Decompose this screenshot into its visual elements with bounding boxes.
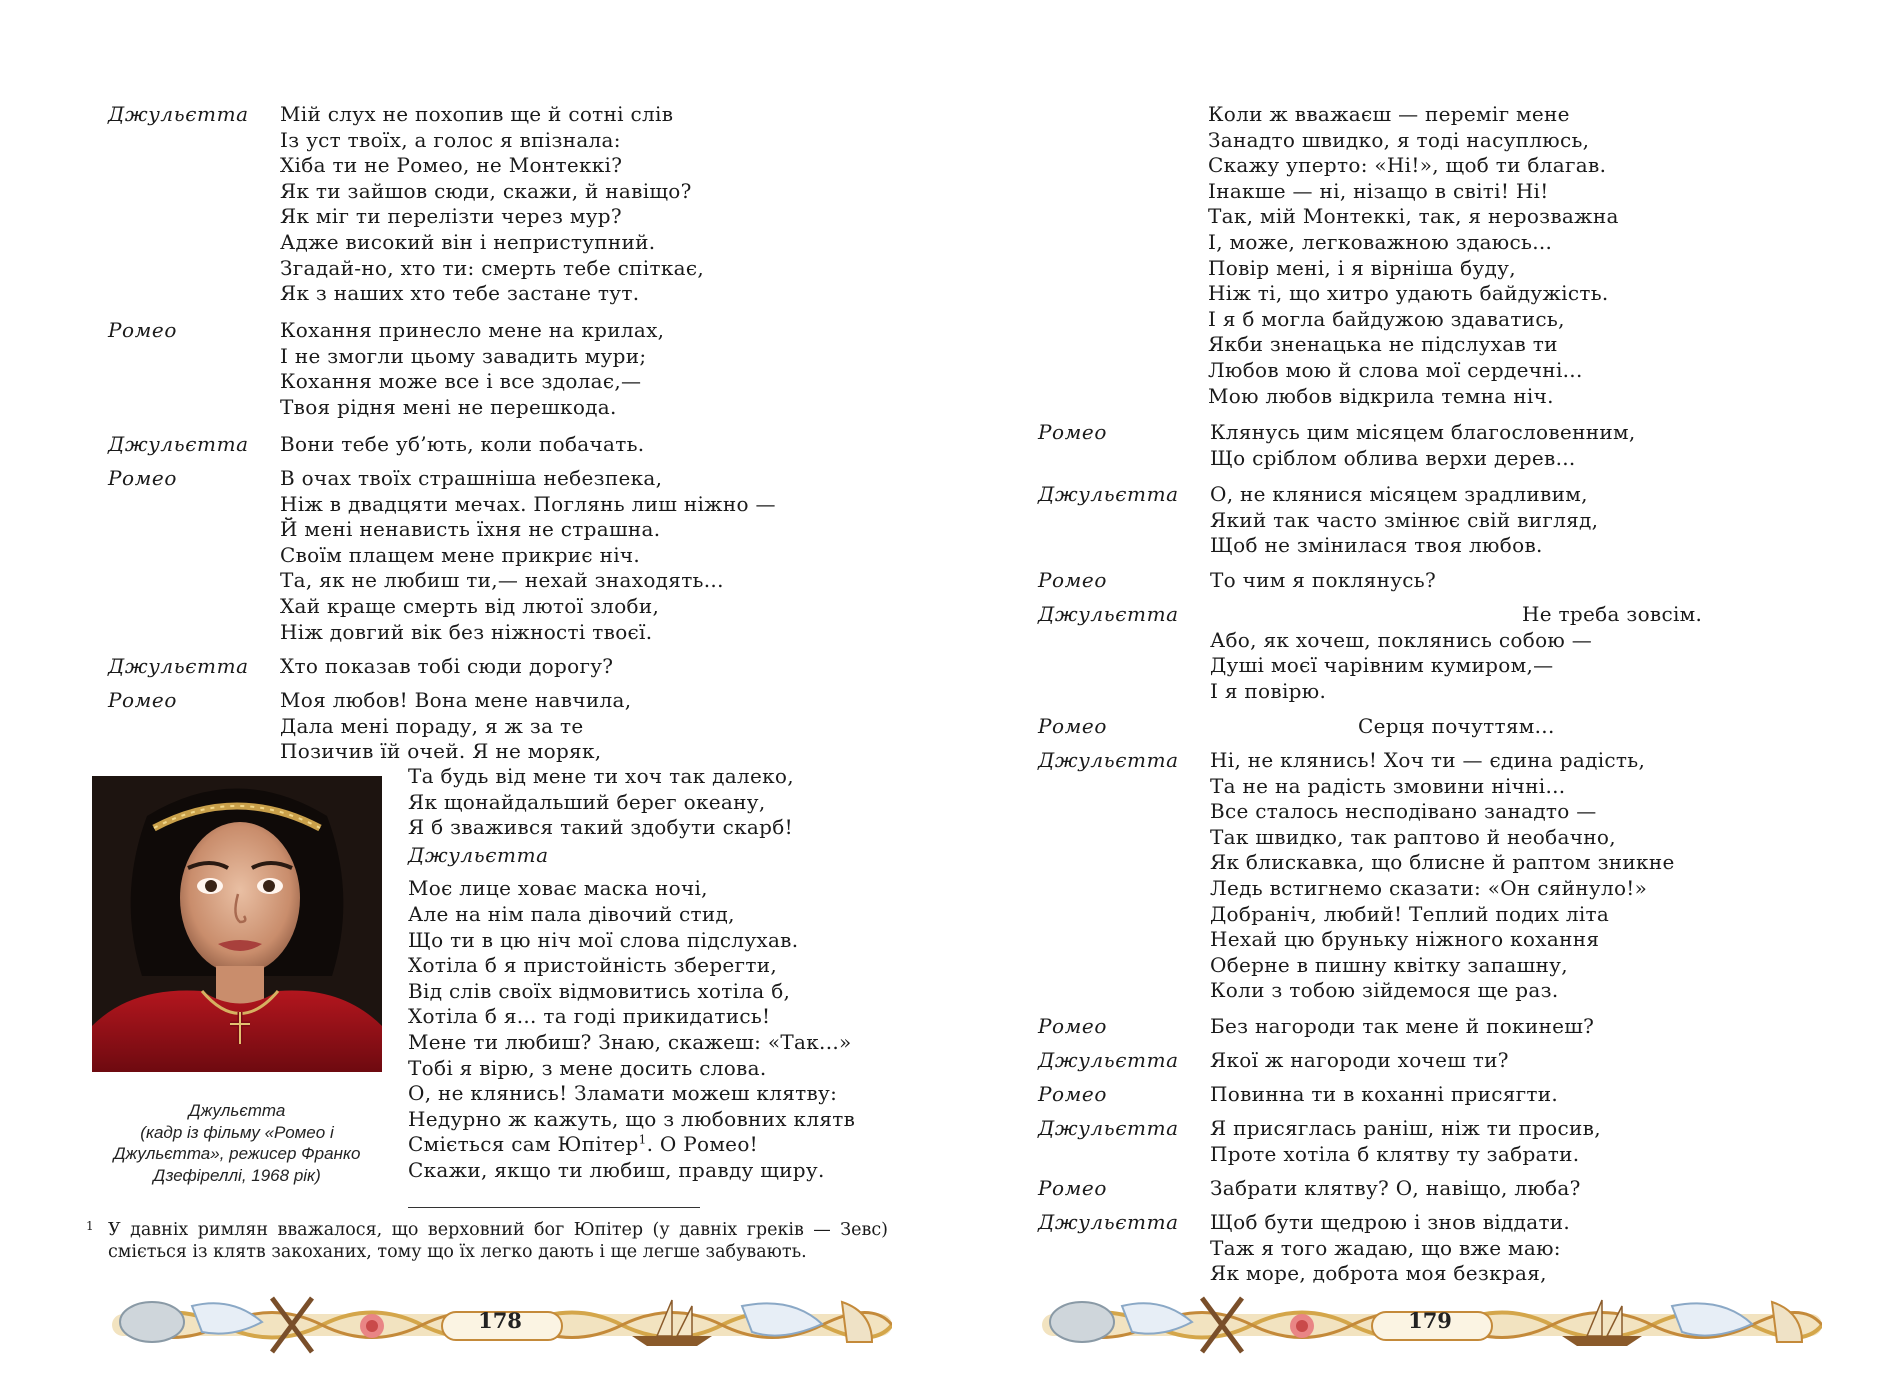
caption-line: Джульєтта [188,1101,286,1120]
verse-lines [1210,1210,1570,1287]
verse-line: Вони тебе уб’ють, коли побачать. [280,432,645,456]
speaker-label: Ромео [108,466,177,490]
verse-line: Як море, доброта моя безкрая, [1210,1261,1547,1286]
speech-romeo-6 [1038,714,1555,740]
speaker-label: Ромео [1038,1014,1107,1038]
verse-line: Як щонайдальший берег океану, [408,789,766,814]
verse-lines [1210,420,1635,471]
verse-line: Повір мені, і я вірніша буду, [1208,255,1516,280]
caption-line: (кадр із фільму «Ромео і [140,1122,334,1142]
page-number: 179 [1408,1308,1452,1333]
verse-line: В очах твоїх страшніша небезпека, [280,466,663,490]
verse-line: Клянусь цим місяцем благословенним, [1210,420,1636,444]
speech-juliet-5 [1038,602,1702,704]
verse-lines [280,654,613,680]
verse-line: І не змогли цьому завадить мури; [280,343,647,368]
verse-line: Якої ж нагороди хочеш ти? [1210,1048,1509,1072]
speaker-label: Джульєтта [1038,482,1179,506]
verse-line: Скажи, якщо ти любиш, правду щиру. [408,1157,825,1182]
speech-juliet-3 [108,654,613,680]
verse-line: І я повірю. [1210,678,1327,703]
verse-line: Але на нім пала дівочий стид, [408,901,735,926]
verse-lines [1210,602,1702,704]
footnote-marker: 1 [86,1219,94,1233]
speech-romeo-9 [1038,1176,1581,1202]
verse-line: Любов мою й слова мої сердечні... [1208,357,1583,382]
verse-line: Як міг ти перелізти через мур? [280,204,622,229]
verse-line: Згадай-но, хто ти: смерть тебе спіткає, [280,255,705,280]
verse-line: Занадто швидко, я тоді насуплюсь, [1208,127,1590,152]
verse-line: Таж я того жадаю, що вже маю: [1210,1235,1561,1260]
verse-line: Ледь встигнемо сказати: «Он сяйнуло!» [1210,875,1648,900]
verse-line: Тобі я вірю, з мене досить слова. [408,1055,767,1080]
verse-lines [1210,748,1675,1004]
verse-line: Хіба ти не Ромео, не Монтеккі? [280,153,623,178]
verse-line: О, не клянись! Зламати можеш клятву: [408,1081,838,1106]
verse-line: Позичив їй очей. Я не моряк, [280,739,602,764]
speech-romeo-3 [108,688,631,765]
speech-juliet-1 [108,102,704,307]
verse-line: Та не на радість змовини нічні... [1210,773,1566,798]
verse-lines [280,466,776,645]
verse-lines [1210,482,1598,559]
speech-juliet-7 [1038,1048,1509,1074]
verse-line: Коли ж вважаєш — переміг мене [1208,102,1570,126]
verse-line: Який так часто змінює свій вигляд, [1210,507,1599,532]
verse-line: Скажу уперто: «Ні!», щоб ти благав. [1208,153,1607,178]
verse-line: Так, мій Монтеккі, так, я нерозважна [1208,204,1619,229]
verse-lines [280,318,664,420]
verse-line: Щоб бути щедрою і знов віддати. [1210,1210,1571,1234]
verse-line: Забрати клятву? О, навіщо, люба? [1210,1176,1581,1200]
verse-lines [1210,1116,1601,1167]
speaker-label: Ромео [1038,1082,1107,1106]
verse-line: Моє лице ховає маска ночі, [408,876,708,901]
verse-line-with-footnote [408,1132,855,1158]
speech-juliet-2 [108,432,644,458]
verse-line: Кохання може все і все здолає,— [280,369,642,394]
verse-line: Своїм плащем мене прикриє ніч. [280,542,641,567]
caption-line: Дзефіреллі, 1968 рік) [153,1165,321,1185]
verse-line: Без нагороди так мене й покинеш? [1210,1014,1595,1038]
verse-lines [1210,568,1436,594]
speech-juliet-6 [1038,748,1675,1004]
speech-juliet-8 [1038,1116,1601,1167]
verse-line: І я б могла байдужою здаватись, [1208,306,1565,331]
verse-line: Ніж в двадцяти мечах. Поглянь лиш ніжно — [280,491,776,516]
speaker-label: Джульєтта [1038,1210,1179,1234]
verse-line: Нехай цю бруньку ніжного кохання [1210,927,1600,952]
speaker-label: Ромео [1038,1176,1107,1200]
verse-line: Що сріблом облива верхи дерев... [1210,445,1576,470]
verse-line: Як блискавка, що блисне й раптом зникне [1210,850,1675,875]
verse-line: Повинна ти в коханні присягти. [1210,1082,1559,1106]
footnote-text: У давніх римлян вважалося, що верховний бог Юпітер (у давніх греків — Зевс) сміється із клятв закоханих, тому що їх легко дають і ще легше забувають. [108,1220,888,1262]
verse-line: Або, як хочеш, поклянись собою — [1210,627,1593,652]
verse-text: Сміється сам Юпітер [408,1132,639,1157]
verse-line: Оберне в пишну квітку запашну, [1210,952,1568,977]
verse-line: Я присяглась раніш, ніж ти просив, [1210,1116,1601,1140]
verse-line: Коли з тобою зійдемося ще раз. [1210,978,1559,1003]
footnote [86,1219,888,1263]
verse-line: Та, як не любиш ти,— нехай знаходять... [280,568,724,593]
verse-line: Дала мені пораду, я ж за те [280,713,584,738]
speaker-label: Джульєтта [1038,1116,1179,1140]
speaker-label: Ромео [1038,420,1107,444]
speaker-label: Ромео [108,688,177,712]
verse-column-opening [1208,102,1619,409]
speech-romeo-1 [108,318,664,420]
verse-line: Добраніч, любий! Теплий подих літа [1210,901,1610,926]
speaker-label: Ромео [108,318,177,342]
verse-line: Хто показав тобі сюди дорогу? [280,654,614,678]
verse-line: Із уст твоїх, а голос я впізнала: [280,127,621,152]
speech-romeo-4 [1038,420,1635,471]
verse-lines [1210,1014,1594,1040]
speech-juliet-9 [1038,1210,1570,1287]
verse-line: Все сталось несподівано занадто — [1210,799,1597,824]
verse-line: Щоб не змінилася твоя любов. [1210,533,1543,558]
verse-lines [280,102,704,307]
speaker-label: Джульєтта [1038,748,1179,772]
verse-lines [280,688,631,765]
verse-line: І, може, легковажною здаюсь... [1208,229,1553,254]
footnote-reference[interactable]: 1 [638,1132,647,1147]
juliet-film-still [92,776,382,1072]
footnote-divider [408,1207,700,1208]
speaker-label: Джульєтта [1038,1048,1179,1072]
speaker-label: Джульєтта [1038,602,1179,626]
verse-line: Так швидко, так раптово й необачно, [1210,824,1616,849]
speaker-label: Ромео [1038,568,1107,592]
verse-line: Що ти в цю ніч мої слова підслухав. [408,927,799,952]
speaker-label: Джульєтта [108,102,249,126]
verse-line: Й мені ненависть їхня не страшна. [280,517,661,542]
speaker-label: Джульєтта [408,842,549,867]
speech-romeo-2 [108,466,776,645]
verse-lines [1210,1176,1581,1202]
verse-line: Від слів своїх відмовитись хотіла б, [408,978,791,1003]
verse-line: Як ти зайшов сюди, скажи, й навіщо? [280,178,692,203]
verse-column-beside-photo [408,764,855,1184]
speech-romeo-5 [1038,568,1436,594]
verse-line: Не треба зовсім. [1522,602,1703,626]
verse-line: Та будь від мене ти хоч так далеко, [408,764,794,788]
verse-lines [280,432,644,458]
verse-line: Хай краще смерть від лютої злоби, [280,593,660,618]
right-page [952,0,1904,1400]
photo-caption [92,1100,382,1186]
verse-line: Кохання принесло мене на крилах, [280,318,665,342]
verse-line: Моя любов! Вона мене навчила, [280,688,632,712]
verse-line: Мою любов відкрила темна ніч. [1208,383,1554,408]
verse-line: Інакше — ні, нізащо в світі! Ні! [1208,178,1549,203]
verse-text: . О Ромео! [646,1132,758,1157]
verse-line: Недурно ж кажуть, що з любовних клятв [408,1106,856,1131]
verse-lines [1210,1048,1509,1074]
verse-line: Хотіла б я... та годі прикидатись! [408,1004,771,1029]
speech-romeo-7 [1038,1014,1594,1040]
page-number: 178 [478,1308,522,1333]
verse-line: Твоя рідня мені не перешкода. [280,394,617,419]
verse-line: Хотіла б я пристойність зберегти, [408,953,777,978]
verse-line: Ніж ті, що хитро удають байдужість. [1208,281,1609,306]
portrait-illustration [92,776,382,1072]
caption-line: Джульєтта», режисер Франко [113,1144,361,1163]
verse-line: Душі моєї чарівним кумиром,— [1210,653,1554,678]
verse-line: Якби зненацька не підслухав ти [1208,332,1558,357]
verse-line: Адже високий він і неприступний. [280,229,656,254]
verse-lines [1210,1082,1558,1108]
verse-line: Ніж довгий вік без ніжності твоєї. [280,619,653,644]
speaker-label: Ромео [1038,714,1107,738]
verse-line: То чим я поклянусь? [1210,568,1436,592]
verse-line: Як з наших хто тебе застане тут. [280,281,640,306]
verse-line: Мене ти любиш? Знаю, скажеш: «Так...» [408,1029,852,1054]
verse-line: Ні, не клянись! Хоч ти — єдина радість, [1210,748,1646,772]
verse-line: Проте хотіла б клятву ту забрати. [1210,1141,1580,1166]
speech-juliet-4 [1038,482,1598,559]
speech-romeo-8 [1038,1082,1558,1108]
speaker-label: Джульєтта [108,432,249,456]
verse-line: Я б зважився такий здобути скарб! [408,815,793,840]
verse-line: О, не клянися місяцем зрадливим, [1210,482,1588,506]
verse-line: Серця почуттям... [1358,714,1555,738]
speaker-label: Джульєтта [108,654,249,678]
verse-lines [1210,714,1555,740]
verse-line: Мій слух не похопив ще й сотні слів [280,102,674,126]
